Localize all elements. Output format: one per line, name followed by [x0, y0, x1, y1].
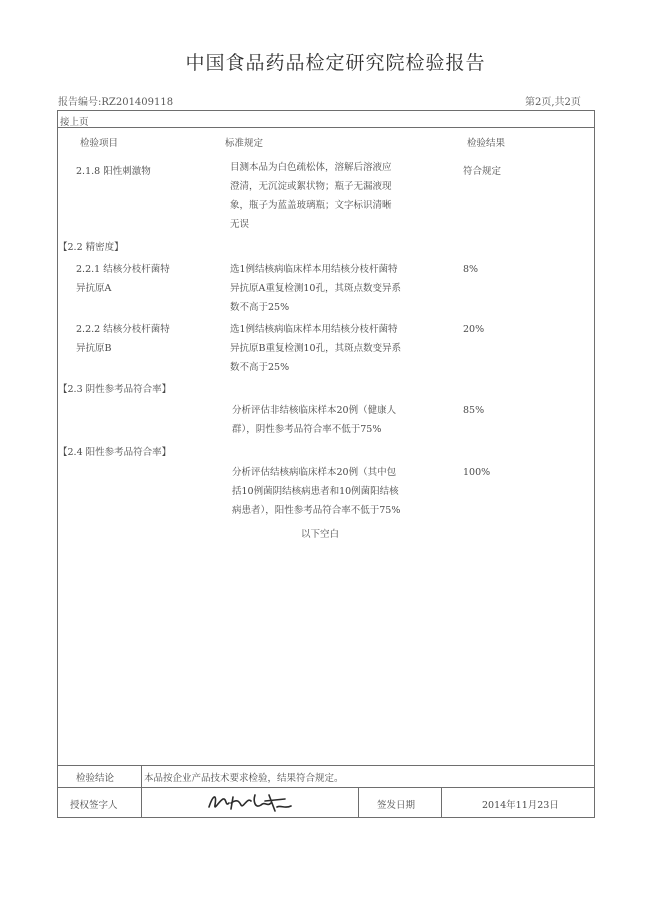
footer-divider-top: [57, 765, 595, 766]
conclusion-text: 本品按企业产品技术要求检验，结果符合规定。: [144, 773, 344, 784]
date-value: 2014年11月23日: [482, 800, 559, 811]
footer-col-divider-2: [358, 787, 359, 818]
footer-divider-mid: [57, 787, 595, 788]
section-2-4: 【2.4 阳性参考品符合率】: [58, 447, 172, 458]
report-title: 中国食品药品检定研究院检验报告: [185, 52, 486, 74]
date-label: 签发日期: [377, 800, 416, 811]
result-2-2-2: 20%: [463, 324, 485, 335]
standard-2-1-8: 目测本品为白色疏松体，溶解后溶液应 澄清，无沉淀或絮状物；瓶子无漏液现 象，瓶子为蓝盖玻璃瓶；文字标识清晰 无误: [230, 162, 392, 230]
item-2-2-2: 2.2.2 结核分枝杆菌特 异抗原B: [76, 324, 170, 354]
header-item: 检验项目: [80, 138, 119, 149]
continued-label: 接上页: [60, 117, 89, 128]
header-standard: 标准规定: [225, 138, 264, 149]
standard-2-4: 分析评估结核病临床样本20例（其中包 括10例菌阴结核病患者和10例菌阳结核 病患者），阳性参考品符合率不低于75%: [232, 467, 401, 516]
section-2-2: 【2.2 精密度】: [58, 242, 124, 253]
item-2-1-8: 2.1.8 阳性刺激物: [76, 166, 151, 177]
item-2-2-1: 2.2.1 结核分枝杆菌特 异抗原A: [76, 264, 170, 294]
standard-2-2-1: 选1例结核病临床样本用结核分枝杆菌特 异抗原A重复检测10孔，其斑点数变异系 数不高于25%: [230, 264, 401, 313]
signer-label: 授权签字人: [70, 800, 118, 811]
section-2-3: 【2.3 阴性参考品符合率】: [58, 384, 172, 395]
footer-col-divider-3: [441, 787, 442, 818]
standard-2-3: 分析评估非结核临床样本20例（健康人 群），阴性参考品符合率不低于75%: [232, 405, 397, 435]
result-2-2-1: 8%: [463, 264, 479, 275]
footer-col-divider: [141, 765, 142, 818]
header-result: 检验结果: [467, 138, 506, 149]
result-2-4: 100%: [463, 467, 491, 478]
standard-2-2-2: 选1例结核病临床样本用结核分枝杆菌特 异抗原B重复检测10孔，其斑点数变异系 数不高于25%: [230, 324, 402, 373]
end-note: 以下空白: [301, 529, 340, 540]
conclusion-label: 检验结论: [76, 773, 115, 784]
result-2-3: 85%: [463, 405, 485, 416]
result-2-1-8: 符合规定: [463, 166, 502, 177]
signature-image: [205, 789, 295, 815]
report-number: 报告编号:RZ201409118: [58, 97, 174, 108]
continued-divider: [57, 127, 595, 128]
page-info: 第2页,共2页: [525, 97, 581, 108]
